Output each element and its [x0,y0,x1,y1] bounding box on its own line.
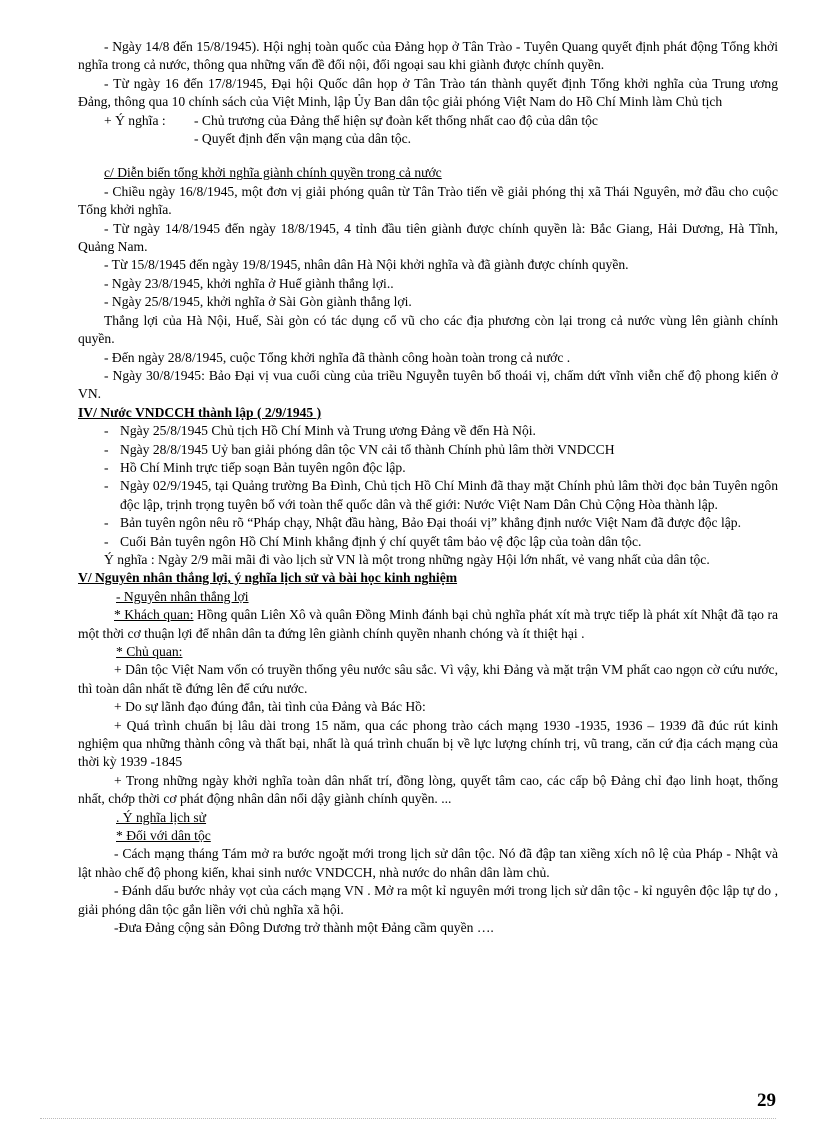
paragraph: + Dân tộc Việt Nam vốn có truyền thống yêu nước sâu sắc. Vì vậy, khi Đảng và mặt trận VM phất cao ngọn cờ cứu nước, thì toàn dân nhất tề đứng lên để cứu nước. [78,662,778,696]
section-iv-title: IV/ Nước VNDCCH thành lập ( 2/9/1945 ) [78,404,322,420]
paragraph: - Cách mạng tháng Tám mở ra bước ngoặt mới trong lịch sử dân tộc. Nó đã đập tan xiềng xích nô lệ của Pháp - Nhật và lật nhào chế độ phong kiến, khai sinh nước VNDCCH, nhà nước do nhân dân làm chủ. [78,846,778,880]
paragraph: + Quá trình chuẩn bị lâu dài trong 15 năm, qua các phong trào cách mạng 1930 -1935, 1936 – 1939 đã đúc rút kinh nghiệm qua những thành công và thất bại, nhất là quá trình chuẩn bị về lực lượng chính trị, vũ trang, căn cứ địa cách mạng của thời kỳ 1939 -1845 [78,717,778,770]
paragraph: + Do sự lãnh đạo đúng đắn, tài tình của Đảng và Bác Hồ: [114,699,426,715]
paragraph: - Chiều ngày 16/8/1945, một đơn vị giải phóng quân từ Tân Trào tiến về giải phóng thị xã Thái Nguyên, mở đầu cho cuộc Tổng khởi nghĩa. [78,183,778,218]
list-item: - Ngày 28/8/1945 Uỷ ban giải phóng dân tộc VN cải tổ thành Chính phủ lâm thời VNDCCH [104,441,615,457]
paragraph: * Khách quan: Hồng quân Liên Xô và quân Đồng Minh đánh bại chủ nghĩa phát xít mà trực tiếp là phát xít Nhật đã tạo ra một thời cơ thuận lợi để nhân dân ta đứng lên giành chính quyền nhanh chóng và ít thiệt hại . [78,607,779,641]
list-item: - Bản tuyên ngôn nêu rõ “Pháp chạy, Nhật đầu hàng, Bảo Đại thoái vị” khẳng định nước Việt Nam đã được độc lập. [104,515,741,531]
list-item: - Hồ Chí Minh trực tiếp soạn Bản tuyên ngôn độc lập. [104,459,406,475]
paragraph: - Từ ngày 14/8/1945 đến ngày 18/8/1945, 4 tỉnh đầu tiên giành được chính quyền là: Bắc Giang, Hải Dương, Hà Tĩnh, Quảng Nam. [78,220,778,255]
page-divider [40,1118,776,1119]
paragraph: Thắng lợi của Hà Nội, Huế, Sài gòn có tác dụng cổ vũ cho các địa phương còn lại trong cả nước vùng lên giành chính quyền. [78,312,778,347]
paragraph: - Ngày 30/8/1945: Bảo Đại vị vua cuối cùng của triều Nguyễn tuyên bố thoái vị, chấm dứt vĩnh viễn chế độ phong kiến ở VN. [78,367,778,402]
meaning-row [78,112,778,130]
paragraph: - Đến ngày 28/8/1945, cuộc Tổng khởi nghĩa đã thành công hoàn toàn trong cả nước . [104,349,571,365]
paragraph: - Từ ngày 16 đến 17/8/1945, Đại hội Quốc dân họp ở Tân Trào tán thành quyết định Tổng khởi nghĩa của Trung ương Đảng, thông qua 10 chính sách của Việt Minh, lập Ủy Ban dân tộc giải phóng Việt Nam do Hồ Chí Minh làm Chủ tịch [78,75,778,110]
document-body [78,38,778,938]
paragraph: - Từ 15/8/1945 đến ngày 19/8/1945, nhân dân Hà Nội khởi nghĩa và đã giành được chính quyền. [104,257,629,273]
paragraph: - Ngày 23/8/1945, khởi nghĩa ở Huế giành thắng lợi.. [104,275,394,291]
paragraph: Ý nghĩa : Ngày 2/9 mãi mãi đi vào lịch sử VN là một trong những ngày Hội lớn nhất, vẻ vang nhất của dân tộc. [104,551,710,567]
paragraph: - Ngày 25/8/1945, khởi nghĩa ở Sài Gòn giành thắng lợi. [104,294,412,310]
list-item: - Cuối Bản tuyên ngôn Hồ Chí Minh khẳng định ý chí quyết tâm bảo vệ độc lập của toàn dân tộc. [104,533,642,549]
list-item: - Ngày 02/9/1945, tại Quảng trường Ba Đình, Chủ tịch Hồ Chí Minh đã thay mặt Chính phủ lâm thời đọc bản Tuyên ngôn độc lập, trịnh trọng tuyên bố với toàn thể quốc dân và thế giới: Nước Việt Nam Dân Chủ Cộng Hòa thành lập. [104,478,778,512]
meaning-item: - Chủ trương của Đảng thể hiện sự đoàn kết thống nhất cao độ của dân tộc [194,112,598,128]
section-c-title: c/ Diễn biến tổng khởi nghĩa giành chính quyền trong cả nước [104,165,442,181]
cause-title: - Nguyên nhân thắng lợi [116,588,249,604]
paragraph: + Trong những ngày khởi nghĩa toàn dân nhất trí, đồng lòng, quyết tâm cao, các cấp bộ Đảng chỉ đạo linh hoạt, thống nhất, chớp thời cơ phát động nhân dân nổi dậy giành chính quyền. ... [78,772,778,807]
paragraph: -Đưa Đảng cộng sản Đông Dương trở thành một Đảng cầm quyền …. [114,920,494,936]
paragraph: - Ngày 14/8 đến 15/8/1945). Hội nghị toàn quốc của Đảng họp ở Tân Trào - Tuyên Quang quyết định phát động Tổng khởi nghĩa trong cả nước, thông qua những vấn đề đối nội, đối ngoại sau khi giành được chính quyền. [78,39,778,73]
section-v-title: V/ Nguyên nhân thắng lợi, ý nghĩa lịch sử và bài học kinh nghiệm [78,570,458,586]
list-item: - Ngày 25/8/1945 Chủ tịch Hồ Chí Minh và Trung ương Đảng về đến Hà Nội. [104,423,536,439]
meaning-item: - Quyết định đến vận mạng của dân tộc. [194,131,412,147]
section-iv-list [78,422,778,551]
nation-label: * Đối với dân tộc [116,828,211,844]
subjective-label: * Chủ quan: [116,644,183,659]
page-number: 29 [757,1090,776,1111]
meaning-label: + Ý nghĩa : [104,112,166,128]
paragraph: - Đánh dấu bước nhảy vọt của cách mạng VN . Mở ra một kỉ nguyên mới trong lịch sử dân tộc - kỉ nguyên độc lập tự do , giải phóng dân tộc gắn liền với chủ nghĩa xã hội. [78,883,778,917]
meaning-title: . Ý nghĩa lịch sử [116,809,207,825]
